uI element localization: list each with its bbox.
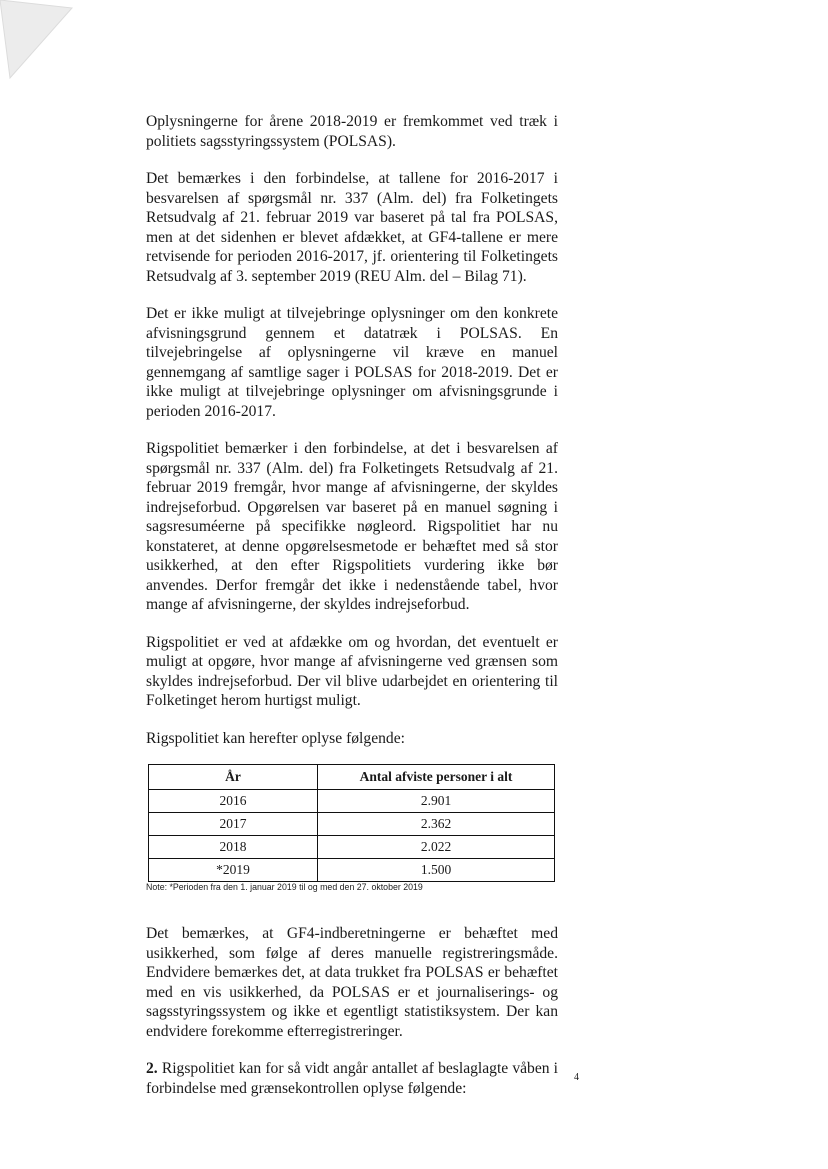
table-cell-count: 2.022 <box>318 836 555 859</box>
table-cell-count: 1.500 <box>318 859 555 882</box>
table-row <box>149 813 555 836</box>
table-cell-year: 2018 <box>149 836 318 859</box>
rejections-table-wrap <box>146 764 558 892</box>
table-cell-count: 2.362 <box>318 813 555 836</box>
table-row <box>149 836 555 859</box>
paragraph-data-extract: Det er ikke muligt at tilvejebringe oplysninger om den konkrete afvisningsgrund gennem et datatræk i POLSAS. En tilvejebringelse af oplysningerne vil kræve en manuel gennemgang af samtlige sager i POLSAS for 2018-2019. Det er ikke muligt at tilvejebringe oplysninger om afvisningsgrunde i perioden 2016-2017. <box>146 305 558 420</box>
table-cell-year: 2017 <box>149 813 318 836</box>
table-header-row <box>149 765 555 790</box>
page-number: 4 <box>574 1072 579 1083</box>
paragraph-gf4-note: Det bemærkes i den forbindelse, at tallene for 2016-2017 i besvarelsen af spørgsmål nr. 337 (Alm. del) fra Folketingets Retsudvalg af 21. februar 2019 var baseret på tal fra POLSAS, men at det sidenhen er blevet afdækket, at GF4-tallene er mere retvisende for perioden 2016-2017, jf. orientering til Folketingets Retsudvalg af 3. september 2019 (REU Alm. del – Bilag 71). <box>146 170 558 285</box>
paragraph-source: Oplysningerne for årene 2018-2019 er fremkommet ved træk i politiets sagsstyringssystem (POLSAS). <box>146 113 558 150</box>
table-cell-count: 2.901 <box>318 790 555 813</box>
table-cell-year: 2016 <box>149 790 318 813</box>
paragraph-uncertainty: Det bemærkes, at GF4-indberetningerne er behæftet med usikkerhed, som følge af deres manuelle registreringsmåde. Endvidere bemærkes det, at data trukket fra POLSAS er behæftet med en vis usikkerhed, da POLSAS er et journaliserings- og sagsstyringssystem og ikke et egentligt statistiksystem. Der kan endvidere forekomme efterregistreringer. <box>146 925 558 1040</box>
paragraph-weapons <box>146 1059 558 1098</box>
table-cell-year: *2019 <box>149 859 318 882</box>
paragraph-weapons-text: Rigspolitiet kan for så vidt angår antallet af beslaglagte våben i forbindelse med grænsekontrollen oplyse følgende: <box>146 1060 559 1097</box>
table-header-year: År <box>149 765 318 790</box>
item-number: 2. <box>146 1060 158 1077</box>
table-row <box>149 790 555 813</box>
table-header-count: Antal afviste personer i alt <box>318 765 555 790</box>
rejections-table <box>148 764 555 882</box>
table-row <box>149 859 555 882</box>
paragraph-intro-table: Rigspolitiet kan herefter oplyse følgende: <box>146 729 405 747</box>
paragraph-entry-ban: Rigspolitiet bemærker i den forbindelse, at det i besvarelsen af spørgsmål nr. 337 (Alm. del) fra Folketingets Retsudvalg af 21. februar 2019 fremgår, hvor mange af afvisningerne, der skyldes indrejseforbud. Opgørelsen var baseret på en manuel søgning i sagsresuméerne på specifikke nøgleord. Rigspolitiet har nu konstateret, at denne opgørelsesmetode er behæftet med så stor usikkerhed, at den efter Rigspolitiets vurdering ikke bør anvendes. Derfor fremgår det ikke i nedenstående tabel, hvor mange af afvisningerne, der skyldes indrejseforbud. <box>146 440 558 613</box>
page-fold-corner <box>0 0 80 80</box>
document-body <box>146 112 558 1116</box>
table-note: Note: *Perioden fra den 1. januar 2019 til og med den 27. oktober 2019 <box>146 882 423 892</box>
paragraph-orientation: Rigspolitiet er ved at afdække om og hvordan, det eventuelt er muligt at opgøre, hvor mange af afvisningerne ved grænsen som skyldes indrejseforbud. Der vil blive udarbejdet en orientering til Folketinget herom hurtigst muligt. <box>146 633 558 709</box>
